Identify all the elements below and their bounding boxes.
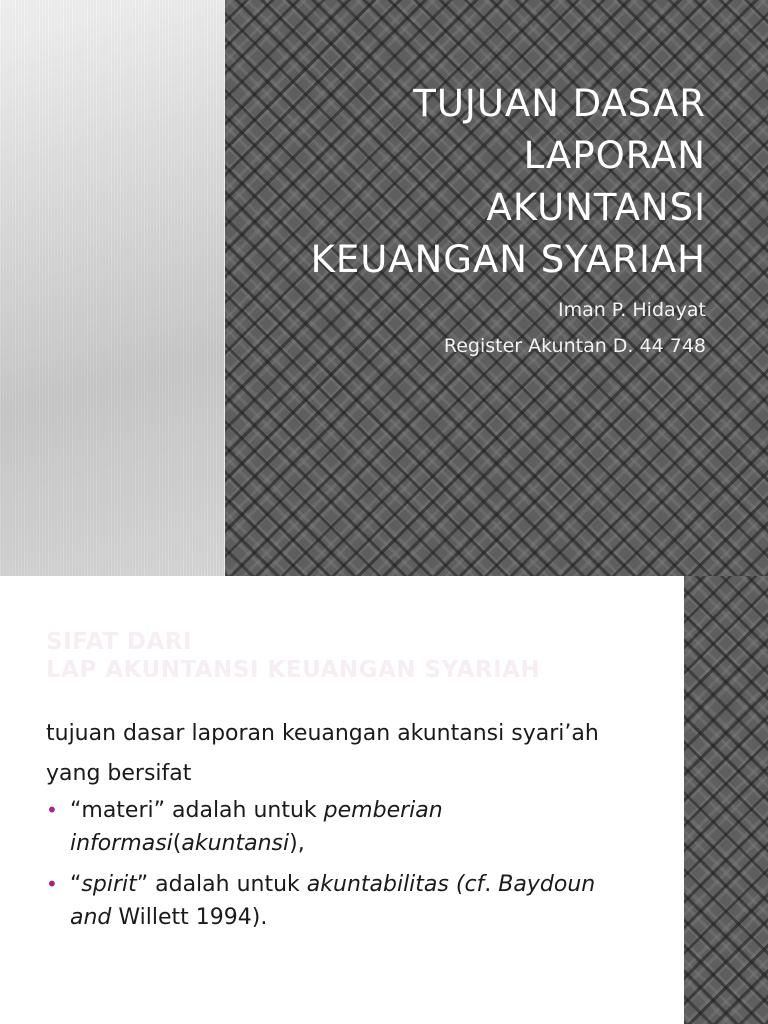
- heading-line-1: SIFAT DARI: [46, 629, 193, 655]
- intro-paragraph: tujuan dasar laporan keuangan akuntansi syari’ah yang bersifat: [46, 721, 599, 786]
- author-name: Iman P. Hidayat: [557, 299, 706, 321]
- bullet-text-part: “materi” adalah untuk: [70, 798, 324, 823]
- bullet-icon: •: [46, 872, 58, 896]
- slide-title: TUJUAN DASAR LAPORAN AKUNTANSI KEUANGAN SYARIAH: [310, 82, 706, 281]
- list-item: [46, 868, 606, 934]
- bullet-text-italic: akuntabilitas (cf: [306, 872, 485, 897]
- bullet-text-part: ” adalah untuk: [136, 872, 307, 897]
- gradient-panel: [0, 0, 225, 576]
- content-slide: [0, 576, 768, 1024]
- author-register-number: Register Akuntan D. 44 748: [443, 335, 706, 357]
- bullet-text-part: ),: [289, 831, 305, 856]
- bullet-text-italic: akuntansi: [181, 831, 290, 856]
- bullet-text-part: “: [70, 872, 82, 897]
- bullet-text-italic: spirit: [81, 872, 137, 897]
- heading-line-2: LAP AKUNTANSI KEUANGAN SYARIAH: [46, 657, 541, 683]
- bullet-text-italic: pemberian informasi: [70, 798, 443, 856]
- bullet-text-part: .: [484, 872, 499, 897]
- diamond-pattern-strip: [684, 576, 768, 1024]
- bullet-text-part: Willett 1994).: [111, 905, 268, 930]
- bullet-text-italic: Baydoun and: [70, 872, 596, 930]
- list-item: [46, 794, 606, 860]
- slide-heading: [46, 628, 646, 684]
- bullet-icon: •: [46, 798, 58, 822]
- bullet-text-part: (: [172, 831, 182, 856]
- bullet-list: [46, 794, 606, 942]
